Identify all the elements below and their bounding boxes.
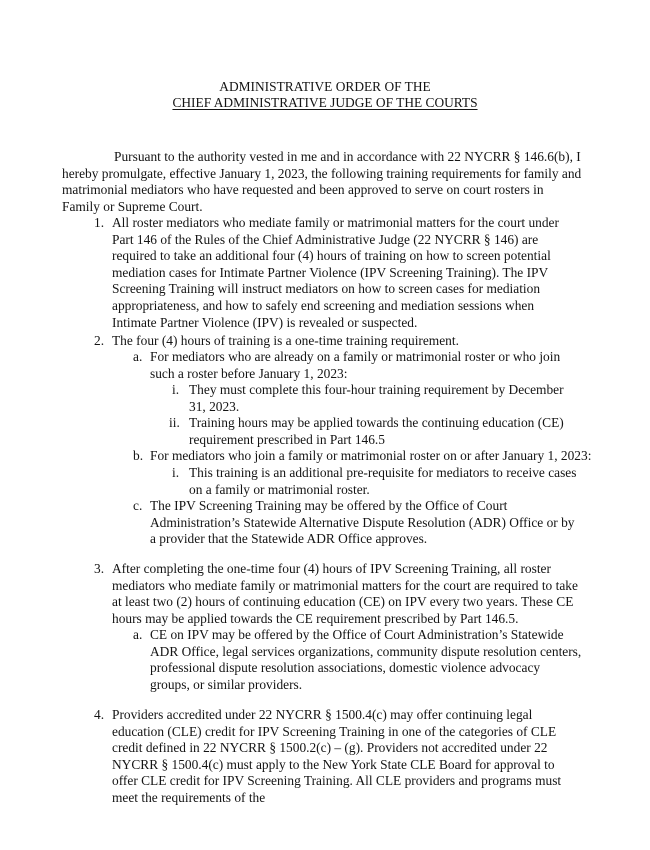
item-2-text: The four (4) hours of training is a one-time training requirement. [112,333,459,348]
item-2c-text: The IPV Screening Training may be offered by the Office of Court Administration’s Statewide Alternative Dispute Resolution (ADR) Office or by a provider that the Statewide ADR Office approves. [150,498,575,547]
item-1-number: 1. [94,215,105,230]
item-2a-ii-label: ii. [169,415,180,430]
item-4-text: Providers accredited under 22 NYCRR § 1500.4(c) may offer continuing legal education (CLE) credit for IPV Screening Training in one of the categories of CLE credit defined in 22 NYCRR § 1500.2(c) – (g). Providers not accredited under 22 NYCRR § 1500.4(c) must apply to the New York State CLE Board for approval to offer CLE credit for IPV Screening Training. All CLE providers and programs must meet the requirements of the [112,707,562,805]
item-3-number: 3. [94,561,105,576]
item-2a-i-label: i. [172,382,180,397]
item-3-text: After completing the one-time four (4) hours of IPV Screening Training, all roster mediators who mediate family or matrimonial matters for the court are required to take at least two (2) hours of continuing education (CE) on IPV every two years. These CE hours may be applied towards the CE requirement prescribed by Part 146.5. [112,561,578,626]
item-4-number: 4. [94,707,105,722]
item-2a-i-text: They must complete this four-hour training requirement by December 31, 2023. [189,382,564,414]
item-2b-label: b. [133,448,144,463]
item-1-text: All roster mediators who mediate family or matrimonial matters for the court under Part 146 of the Rules of the Chief Administrative Judge (22 NYCRR § 146) are required to take an additional four (4) hours of training on how to screen potential mediation cases for Intimate Partner Violence (IPV Screening Training). The IPV Screening Training will instruct mediators on how to screen cases for mediation appropriateness, and how to safely end screening and mediation sessions when Intimate Partner Violence (IPV) is revealed or suspected. [112,215,559,330]
order-title: ADMINISTRATIVE ORDER OF THE [219,79,431,94]
item-2a-ii-text: Training hours may be applied towards the continuing education (CE) requirement prescribed in Part 146.5 [189,415,564,447]
item-3a-text: CE on IPV may be offered by the Office of Court Administration’s Statewide ADR Office, legal services organizations, community dispute resolution centers, professional dispute resolution associations, domestic violence advocacy groups, or similar providers. [150,627,582,692]
intro-paragraph: Pursuant to the authority vested in me and in accordance with 22 NYCRR § 146.6(b), I hereby promulgate, effective January 1, 2023, the following training requirements for family and matrimonial mediators who have requested and been approved to serve on court rosters in Family or Supreme Court. [62,149,582,214]
item-2b-text: For mediators who join a family or matrimonial roster on or after January 1, 2023: [150,448,592,463]
order-subtitle: CHIEF ADMINISTRATIVE JUDGE OF THE COURTS [172,95,478,110]
item-3a-label: a. [133,627,143,642]
item-2-number: 2. [94,333,105,348]
item-2b-i-text: This training is an additional pre-requisite for mediators to receive cases on a family or matrimonial roster. [189,465,577,497]
item-2a-text: For mediators who are already on a family or matrimonial roster or who join such a roster before January 1, 2023: [150,349,561,381]
item-2a-label: a. [133,349,143,364]
item-2c-label: c. [133,498,143,513]
item-2b-i-label: i. [172,465,180,480]
